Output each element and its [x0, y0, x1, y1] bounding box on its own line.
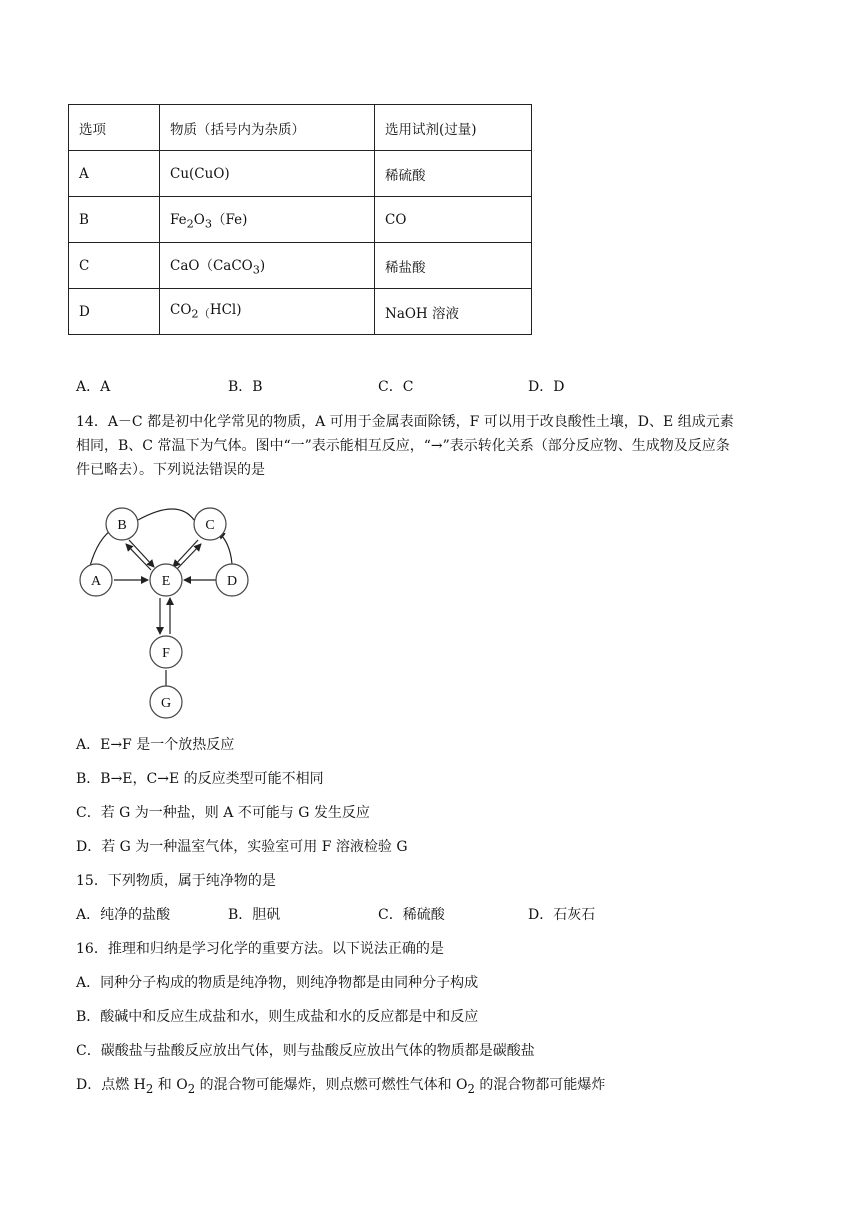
q16-option-a: A．同种分子构成的物质是纯净物，则纯净物都是由同种分子构成: [76, 975, 479, 991]
q14-stem-line: 件已略去）。下列说法错误的是: [76, 462, 265, 478]
table-cell-option: D: [69, 289, 160, 335]
node-g-label: G: [160, 696, 172, 711]
node-a-label: A: [90, 574, 102, 589]
q16-option-d: D．点燃 $H_2$ 和 $O_2$ 的混合物可能爆炸，则点燃可燃性气体和 $O_2$ 的混合物都可能爆炸: [76, 1077, 606, 1096]
q15-option-b: B．胆矾: [228, 907, 281, 923]
q15-stem: 15．下列物质，属于纯净物的是: [76, 873, 276, 889]
table-cell-substance: $CO_{2(}HCl$): [160, 289, 375, 335]
q13-option-c: C．C: [378, 379, 414, 395]
table-header-cell: 物质（括号内为杂质）: [160, 105, 375, 151]
node-d-label: D: [226, 574, 238, 589]
table-cell-reagent: 稀硫酸: [375, 151, 532, 197]
q14-option-d: D．若 G 为一种温室气体，实验室可用 F 溶液检验 G: [76, 839, 408, 855]
table-cell-substance: Cu(CuO): [160, 151, 375, 197]
relation-diagram: [74, 502, 264, 724]
q14-stem-line: 14．A－C 都是初中化学常见的物质，A 可用于金属表面除锈，F 可以用于改良酸性土壤，D、E 组成元素: [76, 414, 734, 430]
table-cell-option: B: [69, 197, 160, 243]
table-row: [69, 151, 532, 197]
reagent-table: [68, 104, 532, 335]
edge-e-to-c: [176, 544, 201, 570]
table-row: [69, 243, 532, 289]
edge-e-to-b: [126, 544, 151, 570]
edge-b-c: [138, 509, 194, 520]
table-header-row: [69, 105, 532, 151]
table-header-cell: 选项: [69, 105, 160, 151]
edge-c-to-e: [173, 540, 198, 567]
table-cell-substance: CaO（CaCO$_3$): [160, 243, 375, 289]
node-f-label: F: [162, 646, 170, 661]
q13-option-a: A．A: [76, 379, 111, 395]
q16-stem: 16．推理和归纳是学习化学的重要方法。以下说法正确的是: [76, 941, 444, 957]
q14-stem-line: 相同，B、C 常温下为气体。图中“一”表示能相互反应，“→”表示转化关系（部分反应物、生成物及反应条: [76, 438, 730, 454]
table-cell-option: C: [69, 243, 160, 289]
q16-option-c: C．碳酸盐与盐酸反应放出气体，则与盐酸反应放出气体的物质都是碳酸盐: [76, 1043, 535, 1059]
q13-option-d: D．D: [528, 379, 565, 395]
q14-option-a: A．E→F 是一个放热反应: [76, 737, 235, 753]
node-c-label: C: [205, 518, 215, 533]
q16-option-b: B．酸碱中和反应生成盐和水，则生成盐和水的反应都是中和反应: [76, 1009, 479, 1025]
table-cell-reagent: 稀盐酸: [375, 243, 532, 289]
q14-stem: [76, 410, 788, 482]
edge-b-to-e: [129, 540, 154, 567]
node-b-label: B: [117, 518, 127, 533]
table-cell-substance: $Fe_2O_3(Fe)$: [160, 197, 375, 243]
q13-option-b: B．B: [228, 379, 263, 395]
table-cell-reagent: NaOH 溶液: [375, 289, 532, 335]
table-cell-reagent: CO: [375, 197, 532, 243]
table-row: [69, 289, 532, 335]
table-cell-option: A: [69, 151, 160, 197]
table-row: [69, 197, 532, 243]
q14-option-c: C．若 G 为一种盐，则 A 不可能与 G 发生反应: [76, 805, 370, 821]
q15-option-c: C．稀硫酸: [378, 907, 445, 923]
table-header-cell: 选用试剂(过量): [375, 105, 532, 151]
node-e-label: E: [161, 574, 171, 589]
q15-option-d: D．石灰石: [528, 907, 596, 923]
q15-option-a: A．纯净的盐酸: [76, 907, 171, 923]
q14-option-b: B．B→E，C→E 的反应类型可能不相同: [76, 771, 324, 787]
